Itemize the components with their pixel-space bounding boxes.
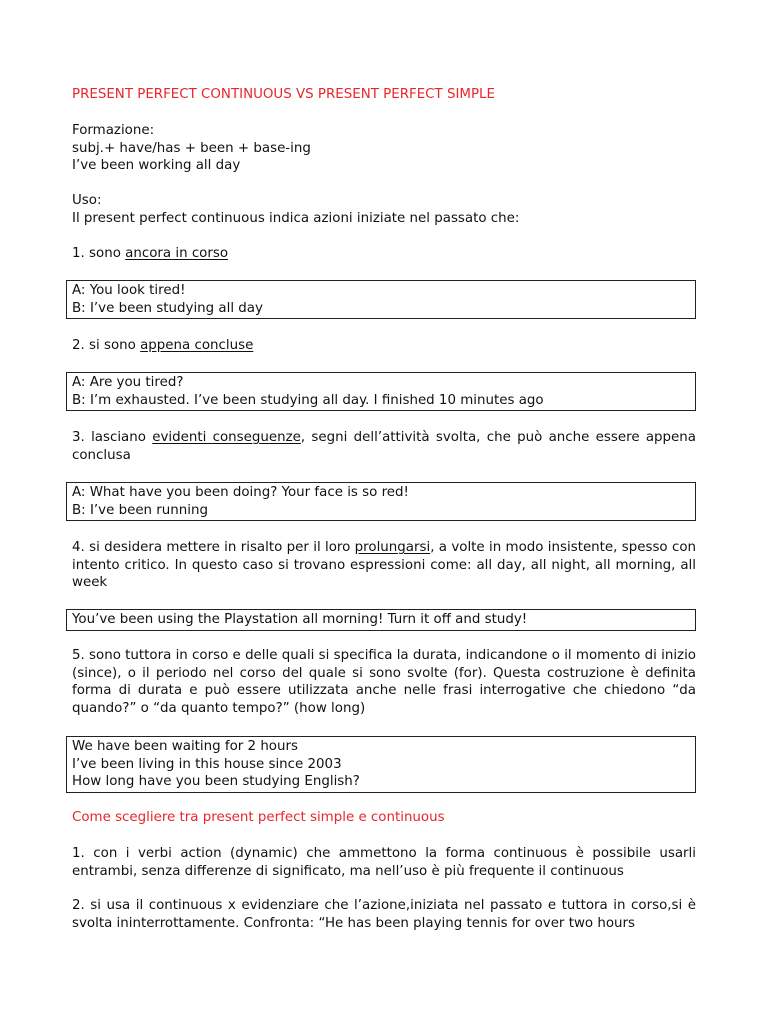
- point-4: [72, 539, 696, 592]
- example-line: How long have you been studying English?: [72, 774, 360, 789]
- example-box-2: [66, 372, 696, 411]
- formazione-section: [72, 122, 696, 175]
- point-4-text-rest: , a volte in modo insistente, spesso con intento critico. In questo caso si trovano espressioni come: all day, all night, all morning, all week: [72, 540, 696, 590]
- example-line: We have been waiting for 2 hours: [72, 739, 298, 754]
- formazione-rule: subj.+ have/has + been + base-ing: [72, 140, 311, 156]
- point-2-text: 2. si sono: [72, 338, 141, 353]
- example-box-3: [66, 482, 696, 521]
- example-line: B: I’m exhausted. I’ve been studying all day. I finished 10 minutes ago: [72, 392, 544, 408]
- example-line: I’ve been living in this house since 2003: [72, 756, 342, 772]
- example-line: A: You look tired!: [72, 283, 186, 298]
- example-line: B: I’ve been studying all day: [72, 300, 263, 316]
- example-line: You’ve been using the Playstation all morning! Turn it off and study!: [72, 612, 528, 627]
- example-box-1: [66, 280, 696, 319]
- point-4-underlined: prolungarsi: [354, 540, 431, 555]
- example-line: B: I’ve been running: [72, 502, 208, 518]
- point-3: [72, 429, 696, 464]
- section-subtitle: Come scegliere tra present perfect simple e continuous: [72, 810, 445, 825]
- uso-section: [72, 192, 696, 227]
- formazione-heading: Formazione:: [72, 123, 155, 138]
- point-1: [72, 245, 696, 263]
- example-line: A: Are you tired?: [72, 375, 184, 390]
- formazione-example: I’ve been working all day: [72, 158, 241, 173]
- page-title: PRESENT PERFECT CONTINUOUS VS PRESENT PERFECT SIMPLE: [72, 87, 495, 102]
- point-2: [72, 337, 696, 355]
- uso-heading: Uso:: [72, 193, 102, 208]
- point-3-text: 3. lasciano: [72, 430, 153, 445]
- point-3-text-rest: , segni dell’attività svolta, che può anche essere appena conclusa: [72, 430, 696, 463]
- point-2-underlined: appena concluse: [140, 338, 254, 353]
- choice-point-2: 2. si usa il continuous x evidenziare che l’azione,iniziata nel passato e tuttora in corso,si è svolta ininterrottamente. Confronta: “He has been playing tennis for over two hours: [72, 898, 696, 931]
- example-box-4: [66, 609, 696, 631]
- point-4-text: 4. si desidera mettere in risalto per il loro: [72, 540, 355, 555]
- point-1-underlined: ancora in corso: [125, 246, 229, 261]
- example-box-5: [66, 736, 696, 793]
- example-line: A: What have you been doing? Your face is so red!: [72, 485, 409, 500]
- uso-intro: Il present perfect continuous indica azioni iniziate nel passato che:: [72, 210, 520, 226]
- point-3-underlined: evidenti conseguenze: [152, 430, 301, 445]
- point-1-text: 1. sono: [72, 246, 126, 261]
- choice-point-1: 1. con i verbi action (dynamic) che ammettono la forma continuous è possibile usarli entrambi, senza differenze di significato, ma nell’uso è più frequente il continuous: [72, 846, 696, 879]
- point-5: 5. sono tuttora in corso e delle quali si specifica la durata, indicandone o il momento di inizio (since), o il periodo nel corso del quale si sono svolte (for). Questa costruzione è definita forma di durata e può essere utilizzata anche nelle frasi interrogative che chiedono “da quando?” o “da quanto tempo?” (how long): [72, 648, 696, 716]
